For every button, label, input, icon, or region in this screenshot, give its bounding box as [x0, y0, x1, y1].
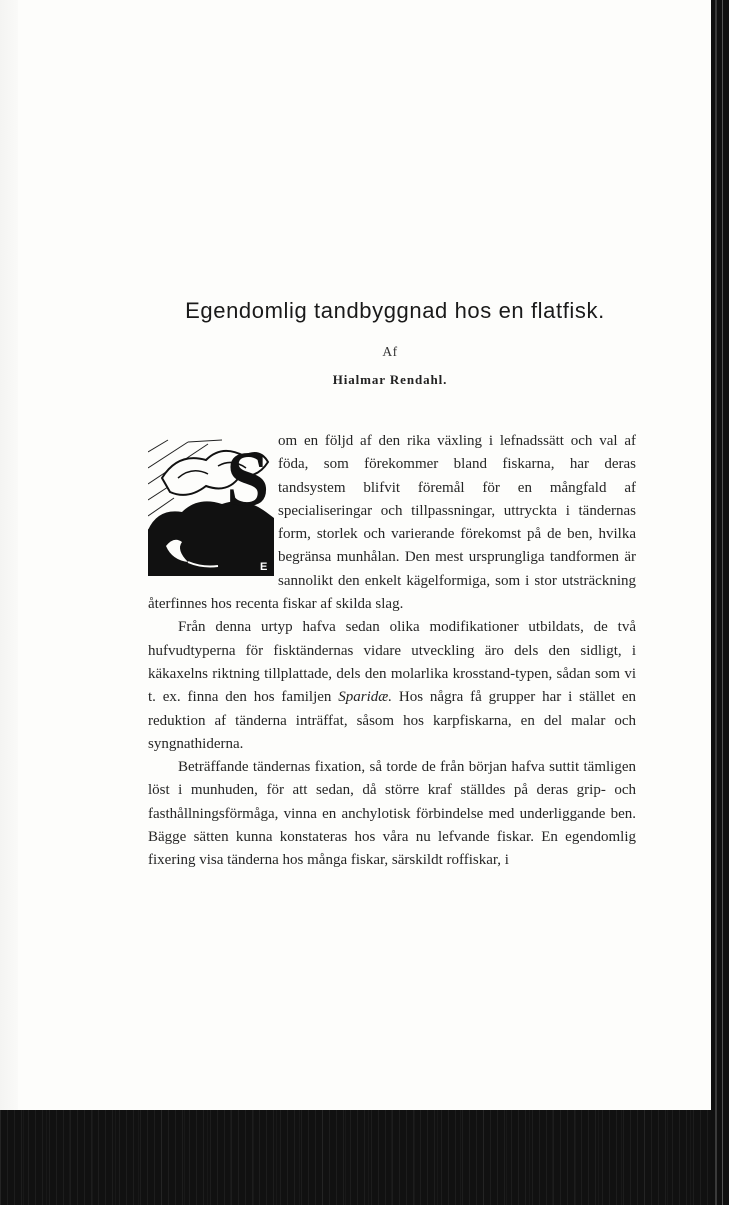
- article-body: [148, 430, 636, 873]
- paragraph-2-text-b: Hos några få grupper har i stället en reduktion af tänderna inträffat, såsom hos karpfiskarna, en del malar och syngnathiderna.: [148, 689, 636, 752]
- decorative-initial: [148, 435, 274, 576]
- scan-edge-right: [711, 0, 729, 1205]
- paragraph-1-text: om en följd af den rika växling i lefnadssätt och val af föda, som förekommer bland fiskarna, har deras tandsystem blifvit föremål för en mångfald af specialiseringar och tillpassningar, uttryckta i tändernas form, storlek och varierande förekomst på de ben, hvilka begränsa munhålan. Den mest ursprungliga tandformen är sannolikt den enkelt kägelformiga, som i stor utsträckning återfinnes hos recenta fiskar af skilda slag.: [148, 433, 636, 613]
- dropcap-monogram: E: [260, 561, 268, 573]
- scan-bottom-band: [0, 1110, 711, 1205]
- genus-name: Sparidæ.: [338, 689, 393, 706]
- article-title: Egendomlig tandbyggnad hos en flatfisk.: [185, 298, 605, 323]
- scan-edge-left: [0, 0, 18, 1110]
- paragraph-2-text-a: Från denna urtyp hafva sedan olika modifikationer utbildats, de två hufvudtyperna för fisktändernas vidare utveckling äro dels den sidligt, i käkaxelns riktning tillplattade, dels den molarlika krosstand-typen, sådan som vi t. ex. finna den hos familjen: [148, 619, 636, 706]
- paragraph-3: Beträffande tändernas fixation, så torde de från början hafva suttit tämligen löst i munhuden, för att sedan, då större kraf ställdes på deras grip- och fasthållningsförmåga, vinna en anchylotisk förbindelse med underliggande ben. Bägge sätten kunna konstateras hos våra nu lefvande fiskar. En egendomlig fixering visa tänderna hos många fiskar, särskildt roffiskar, i: [148, 759, 636, 869]
- dropcap-letter: S: [226, 435, 270, 522]
- paragraph-1: [148, 430, 636, 616]
- paragraph-2: [148, 616, 636, 756]
- article-byline: Af: [382, 344, 398, 359]
- article-author: Hialmar Rendahl.: [332, 372, 448, 387]
